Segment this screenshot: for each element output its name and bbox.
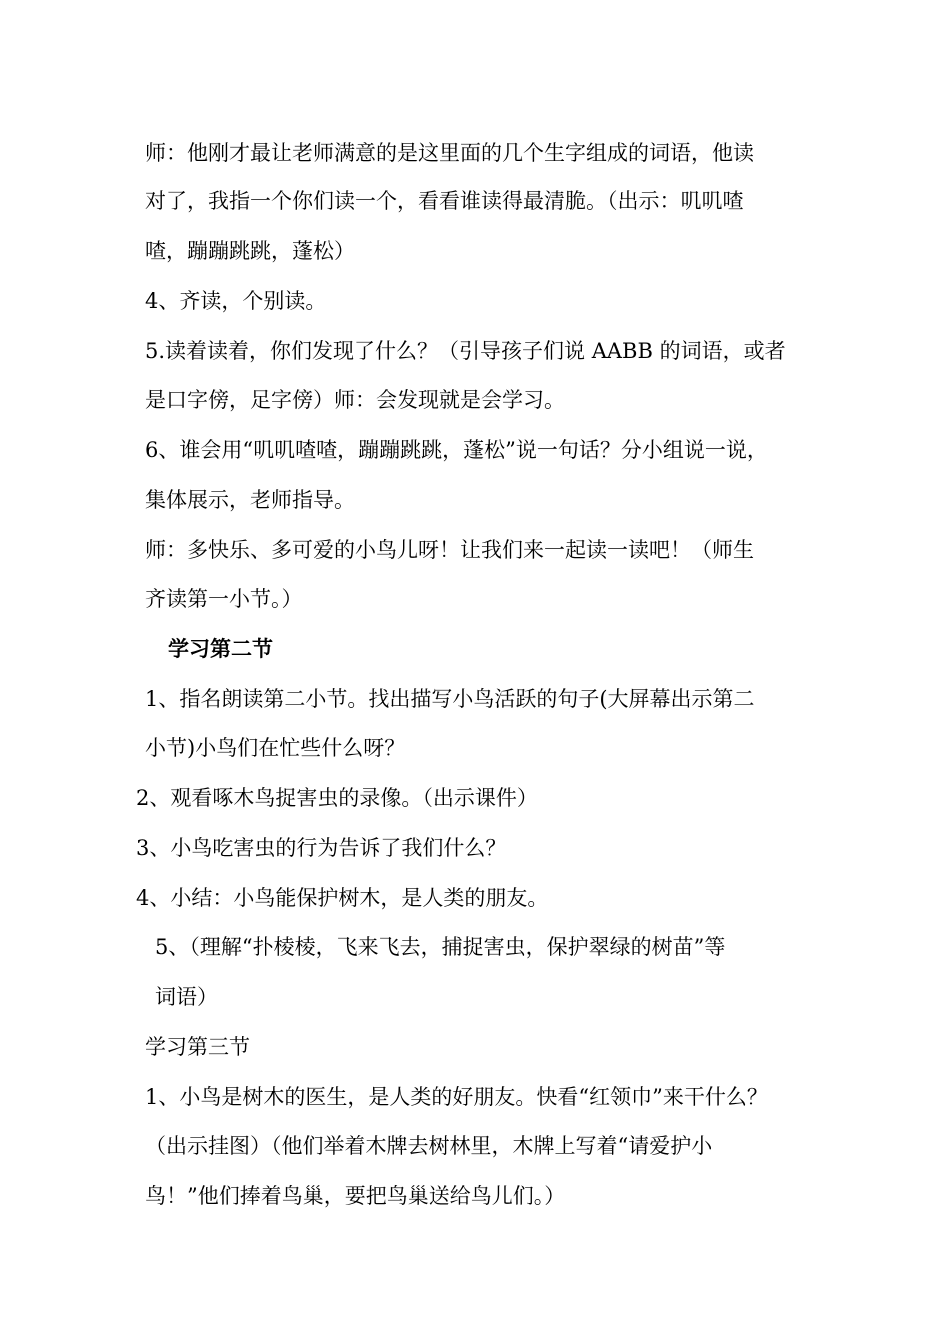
text-line-6: 是口字傍，足字傍）师：会发现就是会学习。	[145, 388, 565, 412]
text-line-18: 词语）	[155, 985, 218, 1009]
text-line-3: 喳，蹦蹦跳跳，蓬松）	[145, 239, 355, 263]
text-line-22: 鸟！”他们捧着鸟巢，要把鸟巢送给鸟儿们。）	[145, 1184, 566, 1208]
text-line-1: 师：他刚才最让老师满意的是这里面的几个生字组成的词语，他读	[145, 141, 754, 165]
text-line-21: （出示挂图）（他们举着木牌去树林里，木牌上写着“请爱护小	[145, 1134, 713, 1158]
text-line-9: 师：多快乐、多可爱的小鸟儿呀！让我们来一起读一读吧！（师生	[145, 538, 754, 562]
text-line-5: 5.读着读着，你们发现了什么？（引导孩子们说 AABB 的词语，或者	[145, 339, 786, 363]
text-line-20: 1、小鸟是树木的医生，是人类的好朋友。快看“红领巾”来干什么？	[145, 1085, 768, 1109]
text-line-12: 1、指名朗读第二小节。找出描写小鸟活跃的句子(大屏幕出示第二	[145, 687, 755, 711]
text-line-7: 6、谁会用“叽叽喳喳，蹦蹦跳跳，蓬松”说一句话？分小组说一说，	[145, 438, 768, 462]
text-line-14: 2、观看啄木鸟捉害虫的录像。（出示课件）	[136, 786, 538, 810]
text-line-16: 4、小结：小鸟能保护树木，是人类的朋友。	[136, 886, 549, 910]
text-line-4: 4、齐读，个别读。	[145, 289, 327, 313]
section-heading-2: 学习第二节	[168, 636, 273, 661]
text-line-17: 5、（理解“扑棱棱，飞来飞去，捕捉害虫，保护翠绿的树苗”等	[155, 935, 726, 959]
text-line-15: 3、小鸟吃害虫的行为告诉了我们什么？	[136, 836, 507, 860]
text-line-13: 小节)小鸟们在忙些什么呀？	[145, 736, 406, 760]
text-line-8: 集体展示，老师指导。	[145, 488, 355, 512]
text-line-10: 齐读第一小节。）	[145, 587, 303, 611]
text-line-2: 对了，我指一个你们读一个，看看谁读得最清脆。（出示：叽叽喳	[145, 189, 744, 213]
section-heading-3: 学习第三节	[145, 1035, 250, 1059]
